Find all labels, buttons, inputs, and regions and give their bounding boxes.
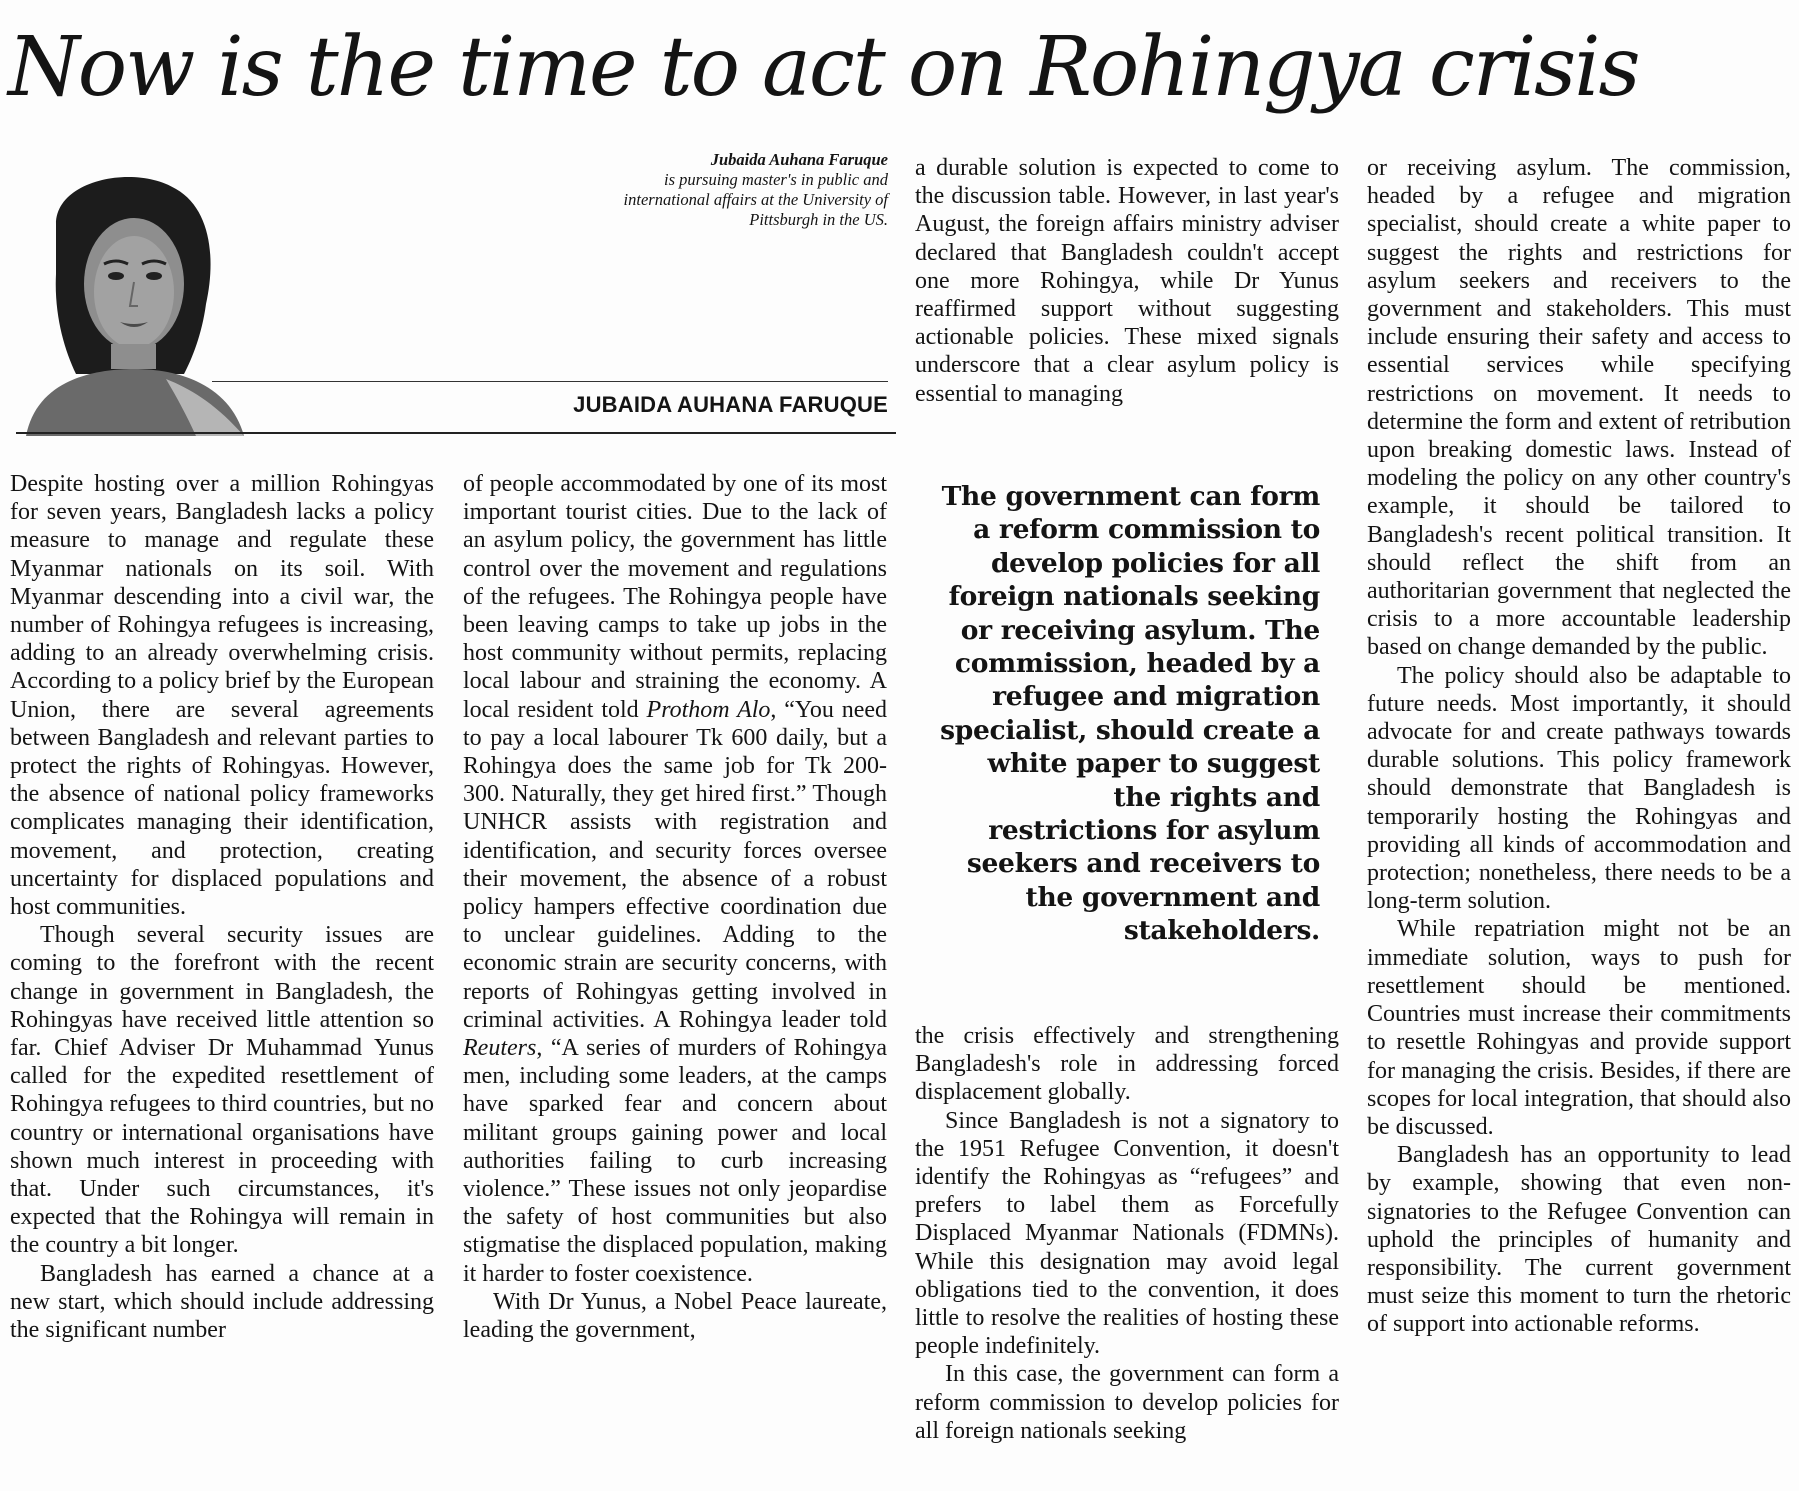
bio-line: is pursuing master's in public and <box>664 170 888 189</box>
column-1 <box>10 470 434 1344</box>
bio-line: Pittsburgh in the US. <box>749 210 888 229</box>
paragraph <box>463 470 887 1288</box>
paragraph: Bangladesh has an opportunity to lead by example, showing that even non-signatories to the Refugee Convention can uphold the principles of humanity and responsibility. The current government must seize this moment to turn the rhetoric of support into actionable reforms. <box>1367 1142 1791 1338</box>
byline-rule <box>212 381 888 382</box>
paragraph: Despite hosting over a million Rohingyas for seven years, Bangladesh lacks a policy measure to manage and regulate these Myanmar nationals on its soil. With Myanmar descending into a civil war, the number of Rohingya refugees is increasing, adding to an already overwhelming crisis. According to a policy brief by the European Union, there are several agreements between Bangladesh and relevant parties to protect the rights of Rohingyas. However, the absence of national policy frameworks complicates managing their identification, movement, and protection, creating uncertainty for displaced populations and host communities. <box>10 471 434 921</box>
author-bio <box>488 150 888 230</box>
paragraph: Since Bangladesh is not a signatory to the 1951 Refugee Convention, it doesn't identify the Rohingyas as “refugees” and prefers to label them as Forcefully Displaced Myanmar Nationals (FDMNs). While this designation may avoid legal obligations tied to the convention, it does little to resolve the realities of hosting these people indefinitely. <box>915 1107 1339 1360</box>
column-4 <box>1367 154 1791 1339</box>
author-box <box>8 150 888 430</box>
paragraph: The policy should also be adaptable to future needs. Most importantly, it should advocate for and create pathways towards durable solutions. This policy framework should demonstrate that Bangladesh is temporarily hosting the Rohingyas and providing all kinds of accommodation and protection; nonetheless, there needs to be a long-term solution. <box>1367 662 1791 915</box>
bio-name: Jubaida Auhana Faruque <box>710 150 888 169</box>
author-portrait <box>16 164 246 436</box>
byline: JUBAIDA AUHANA FARUQUE <box>573 392 888 417</box>
paragraph: the crisis effectively and strengthening Bangladesh's role in addressing forced displacement globally. <box>915 1023 1339 1106</box>
source-name: Reuters <box>463 1035 537 1062</box>
text-run: , “A series of murders of Rohingya men, including some leaders, at the camps have sparked fear and concern about militant groups gaining power and local authorities failing to curb increasing violence.” These issues not only jeopardise the safety of host communities but also stigmatise the displaced population, making it harder to foster coexistence. <box>463 1035 887 1287</box>
paragraph: In this case, the government can form a reform commission to develop policies for all foreign nationals seeking <box>915 1361 1339 1444</box>
pull-quote: The government can form a reform commission to develop policies for all foreign nationals seeking or receiving asylum. The commission, headed by a refugee and migration specialist, should create a white paper to suggest the rights and restrictions for asylum seekers and receivers to the government and stakeholders. <box>940 481 1320 947</box>
column-2 <box>463 470 887 1344</box>
paragraph: a durable solution is expected to come to the discussion table. However, in last year's August, the foreign affairs ministry adviser declared that Bangladesh couldn't accept one more Rohingya, while Dr Yunus reaffirmed support without suggesting actionable policies. These mixed signals underscore that a clear asylum policy is essential to managing <box>915 155 1339 407</box>
paragraph: With Dr Yunus, a Nobel Peace laureate, leading the government, <box>463 1288 887 1344</box>
text-run: , “You need to pay a local labourer Tk 600 daily, but a Rohingya does the same job for Tk 200-300. Naturally, they get hired first.” Though UNHCR assists with registration and identification, and security forces oversee their movement, the absence of a robust policy hampers effective coordination due to unclear guidelines. Adding to the economic strain are security concerns, with reports of Rohingyas getting involved in criminal activities. A Rohingya leader told <box>463 696 888 1033</box>
paragraph: or receiving asylum. The commission, headed by a refugee and migration specialist, should create a white paper to suggest the rights and restrictions for asylum seekers and receivers to the government and stakeholders. This must include ensuring their safety and access to essential services while specifying restrictions on movement. It needs to determine the form and extent of retribution upon breaking domestic laws. Instead of modeling the policy on any other country's example, it should be tailored to Bangladesh's recent political transition. It should reflect the shift from an authoritarian government that neglected the crisis to a more accountable leadership based on change demanded by the public. <box>1367 155 1791 661</box>
paragraph: While repatriation might not be an immediate solution, ways to push for resettlement should be mentioned. Countries must increase their commitments to resettle Rohingyas and provide support for managing the crisis. Besides, if there are scopes for local integration, that should also be discussed. <box>1367 916 1791 1140</box>
headline: Now is the time to act on Rohingya crisis <box>8 20 1639 115</box>
text-run: of people accommodated by one of its most important tourist cities. Due to the lack of an asylum policy, the government has little control over the movement and regulations of the refugees. The Rohingya people have been leaving camps to take up jobs in the host community without permits, replacing local labour and straining the economy. A local resident told <box>463 471 887 723</box>
source-name: Prothom Alo <box>646 696 771 723</box>
paragraph: Bangladesh has earned a chance at a new start, which should include addressing the significant number <box>10 1260 434 1344</box>
bio-line: international affairs at the University of <box>623 190 888 209</box>
column-3-top <box>915 154 1339 408</box>
column-3-bottom <box>915 1022 1339 1445</box>
paragraph: Though several security issues are coming to the forefront with the recent change in government in Bangladesh, the Rohingyas have received little attention so far. Chief Adviser Dr Muhammad Yunus called for the expedited resettlement of Rohingya refugees to third countries, but no country or international organisations have shown much interest in proceeding with that. Under such circumstances, it's expected that the Rohingya will remain in the country a bit longer. <box>10 922 434 1259</box>
author-box-bottom-rule <box>16 432 896 434</box>
